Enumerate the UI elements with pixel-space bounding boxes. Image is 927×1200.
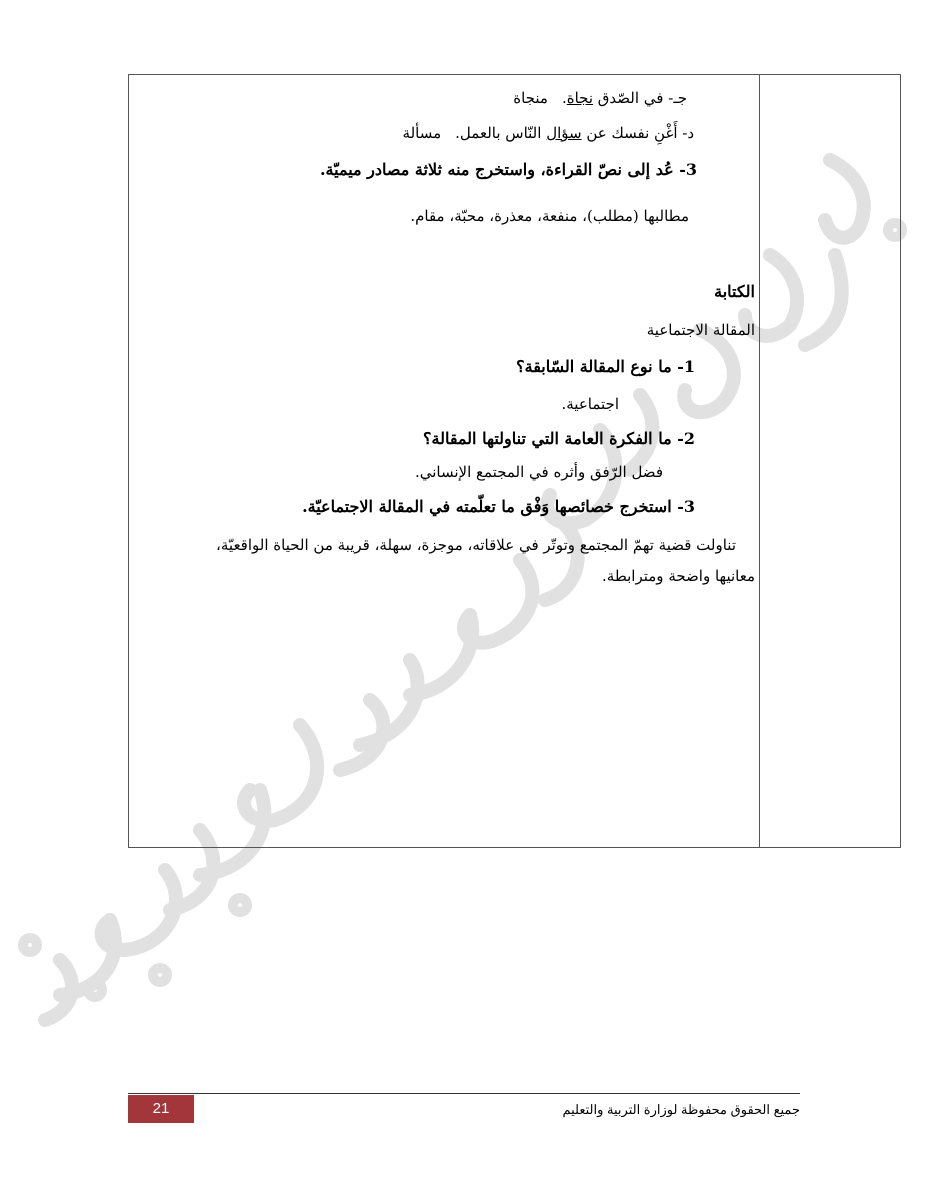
vocab-line-d — [403, 123, 694, 143]
vocab-line-c-suffix: . — [561, 89, 567, 107]
writing-answer-2: فضل الرّفق وأثره في المجتمع الإنساني. — [414, 463, 663, 481]
reading-answer-3: مطالبها (مطلب)، منفعة، معذرة، محبّة، مقام. — [410, 207, 689, 225]
writing-heading: الكتابة — [714, 282, 755, 301]
writing-answer-3-line-1: تناولت قضية تهمّ المجتمع وتوتّر في علاقاته، موجزة، سهلة، قريبة من الحياة الواقعيّة، — [216, 536, 736, 554]
writing-question-1: 1- ما نوع المقالة السّابقة؟ — [516, 357, 695, 376]
vocab-line-c-underlined: نجاة — [566, 89, 594, 107]
writing-question-2: 2- ما الفكرة العامة التي تناولتها المقالة؟ — [423, 429, 695, 448]
vocab-line-c-prefix: جـ- في الصّدق — [593, 89, 687, 107]
writing-answer-1: اجتماعية. — [561, 395, 619, 413]
vocab-line-c — [513, 88, 687, 108]
footer-rule — [128, 1093, 800, 1094]
vocab-line-d-answer: مسألة — [402, 124, 442, 142]
writing-question-3: 3- استخرج خصائصها وَفْق ما تعلّمته في المقالة الاجتماعيّة. — [302, 497, 695, 516]
footer-copyright: جميع الحقوق محفوظة لوزارة التربية والتعليم — [562, 1102, 800, 1117]
vocab-line-c-answer: منجاة — [513, 89, 548, 107]
writing-subheading: المقالة الاجتماعية — [646, 321, 755, 339]
vocab-line-d-prefix: د- أَغْنِ نفسك عن — [581, 124, 694, 142]
reading-question-3: 3- عُد إلى نصّ القراءة، واستخرج منه ثلاثة مصادر ميميّة. — [319, 160, 697, 179]
vocab-line-d-underlined: سؤال — [546, 124, 582, 142]
content-table — [128, 74, 901, 848]
vocab-line-d-suffix: النّاس بالعمل. — [455, 124, 547, 142]
page-number: 21 — [128, 1095, 194, 1123]
writing-answer-3-line-2: معانيها واضحة ومترابطة. — [602, 567, 755, 585]
table-column-divider — [759, 74, 760, 848]
